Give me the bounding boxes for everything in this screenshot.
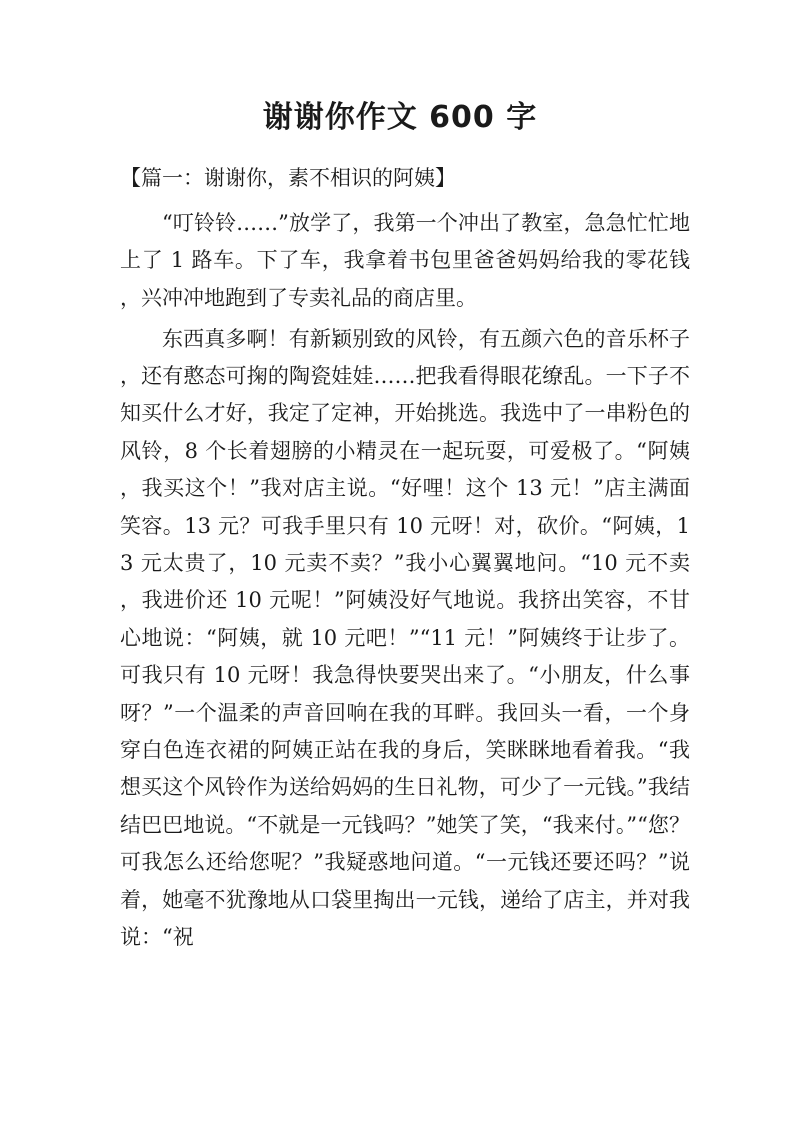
- section-heading: 【篇一：谢谢你，素不相识的阿姨】: [120, 166, 456, 190]
- paragraph-2: 东西真多啊！有新颖别致的风铃，有五颜六色的音乐杯子，还有憨态可掬的陶瓷娃娃……把我看得眼花缭乱。一下子不知买什么才好，我定了定神，开始挑选。我选中了一串粉色的风铃，8 个长着翅膀的小精灵在一起玩耍，可爱极了。“阿姨，我买这个！”我对店主说。“好哩！这个 13 元！”店主满面笑容。13 元？可我手里只有 10 元呀！对，砍价。“阿姨，13 元太贵了，10 元卖不卖？”我小心翼翼地问。“10 元不卖，我进价还 10 元呢！”阿姨没好气地说。我挤出笑容，不甘心地说：“阿姨，就 10 元吧！”“11 元！”阿姨终于让步了。可我只有 10 元呀！我急得快要哭出来了。“小朋友，什么事呀？”一个温柔的声音回响在我的耳畔。我回头一看，一个身穿白色连衣裙的阿姨正站在我的身后，笑眯眯地看着我。“我想买这个风铃作为送给妈妈的生日礼物，可少了一元钱。”我结结巴巴地说。“不就是一元钱吗？”她笑了笑，“我来付。”“您？可我怎么还给您呢？”我疑惑地问道。“一元钱还要还吗？”说着，她毫不犹豫地从口袋里掏出一元钱，递给了店主，并对我说：“祝: [120, 326, 690, 950]
- paragraph-1: “叮铃铃……”放学了，我第一个冲出了教室，急急忙忙地上了 1 路车。下了车，我拿着书包里爸爸妈妈给我的零花钱，兴冲冲地跑到了专卖礼品的商店里。: [120, 211, 690, 310]
- essay-body: [120, 205, 690, 957]
- document-title: 谢谢你作文 600 字: [262, 100, 538, 135]
